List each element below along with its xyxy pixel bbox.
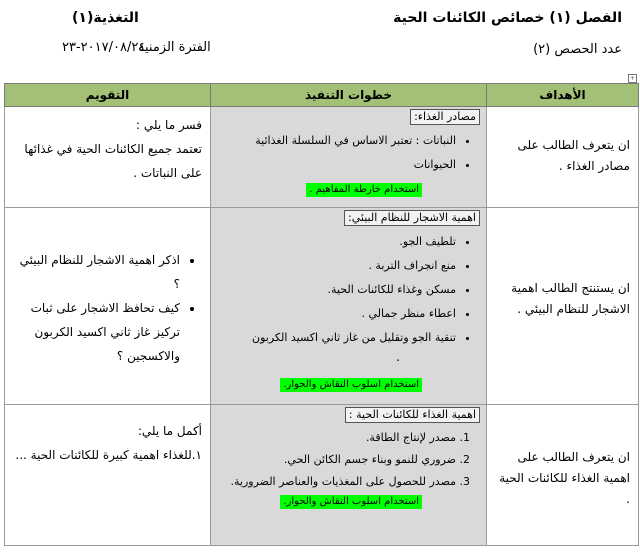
move-handle-icon[interactable]: +	[629, 75, 636, 82]
evaluation-list	[11, 248, 202, 368]
step-list	[211, 129, 486, 177]
table-row	[5, 405, 639, 546]
classes-count: عدد الحصص (٢)	[533, 42, 622, 57]
table-row	[5, 107, 639, 208]
step-title: اهمية الاشجار للنظام البيئي:	[344, 210, 480, 226]
lesson-table	[4, 83, 639, 546]
strategy-badge: استخدام خارطة المفاهيم .	[306, 183, 422, 197]
step-list	[211, 427, 486, 493]
evaluation-line: تعتمد جميع الكائنات الحية في غذائها على النباتات .	[24, 142, 202, 180]
evaluation-line: أكمل ما يلي:	[137, 424, 202, 438]
list-item: 1. مصدر لإنتاج الطاقة.	[215, 427, 456, 449]
list-item: • النباتات : تعتبر الاساس في السلسلة الغذائية	[215, 129, 456, 153]
evaluation-line: فسر ما يلي :	[136, 118, 202, 132]
chapter-title: الفصل (١) خصائص الكائنات الحية	[393, 10, 622, 26]
evaluation-line: ١.للغذاء اهمية كبيرة للكائنات الحية ...	[15, 448, 202, 462]
col-steps: خطوات التنفيذ	[211, 84, 487, 107]
objective-cell	[487, 405, 639, 546]
trailing-dot: .	[396, 350, 400, 364]
evaluation-text	[5, 107, 210, 185]
list-item: • تنقية الجو وتقليل من غاز ثاني اكسيد الكربون	[215, 326, 456, 350]
evaluation-text	[5, 405, 210, 467]
unit-title: التغذية(١)	[72, 10, 139, 26]
strategy-badge: استخدام اسلوب النقاش والحوار.	[280, 495, 422, 509]
col-objectives: الأهداف	[487, 84, 639, 107]
list-item: • كيف تحافظ الاشجار على ثبات تركيز غاز ثاني اكسيد الكربون والاكسجين ؟	[11, 296, 180, 368]
list-item: 3. مصدر للحصول على المغذيات والعناصر الضرورية.	[215, 471, 456, 493]
strategy-badge: استخدام اسلوب النقاش والحوار.	[280, 378, 422, 392]
steps-cell	[211, 208, 487, 405]
step-title: اهمية الغذاء للكائنات الحية :	[345, 407, 480, 423]
list-item: • الحيوانات	[215, 153, 456, 177]
objective-text: ان يستنتج الطالب اهمية الاشجار للنظام البيئي .	[511, 281, 630, 316]
table-row	[5, 208, 639, 405]
steps-cell	[211, 107, 487, 208]
col-evaluation: التقويم	[5, 84, 211, 107]
list-item: • مسكن وغذاء للكائنات الحية.	[215, 278, 456, 302]
objective-cell	[487, 107, 639, 208]
list-item: • اذكر اهمية الاشجار للنظام البيئي ؟	[11, 248, 180, 296]
period-label: الفترة الزمنية	[138, 40, 211, 55]
step-list	[211, 230, 486, 350]
objective-cell	[487, 208, 639, 405]
objective-text: ان يتعرف الطالب على اهمية الغذاء للكائنات الحية .	[499, 450, 630, 506]
objective-text: ان يتعرف الطالب على مصادر الغذاء .	[517, 138, 630, 173]
list-item: • منع انجراف التربة .	[215, 254, 456, 278]
steps-cell	[211, 405, 487, 546]
evaluation-cell	[5, 208, 211, 405]
list-item: • اعطاء منظر جمالي .	[215, 302, 456, 326]
period-range: ٢٠١٧/٠٨/٢٤-٢٣	[62, 40, 146, 55]
step-title: مصادر الغذاء:	[410, 109, 480, 125]
evaluation-cell	[5, 107, 211, 208]
list-item: 2. ضروري للنمو وبناء جسم الكائن الحي.	[215, 449, 456, 471]
evaluation-cell	[5, 405, 211, 546]
table-header-row	[5, 84, 639, 107]
evaluation-text	[5, 208, 210, 368]
list-item: • تلطيف الجو.	[215, 230, 456, 254]
